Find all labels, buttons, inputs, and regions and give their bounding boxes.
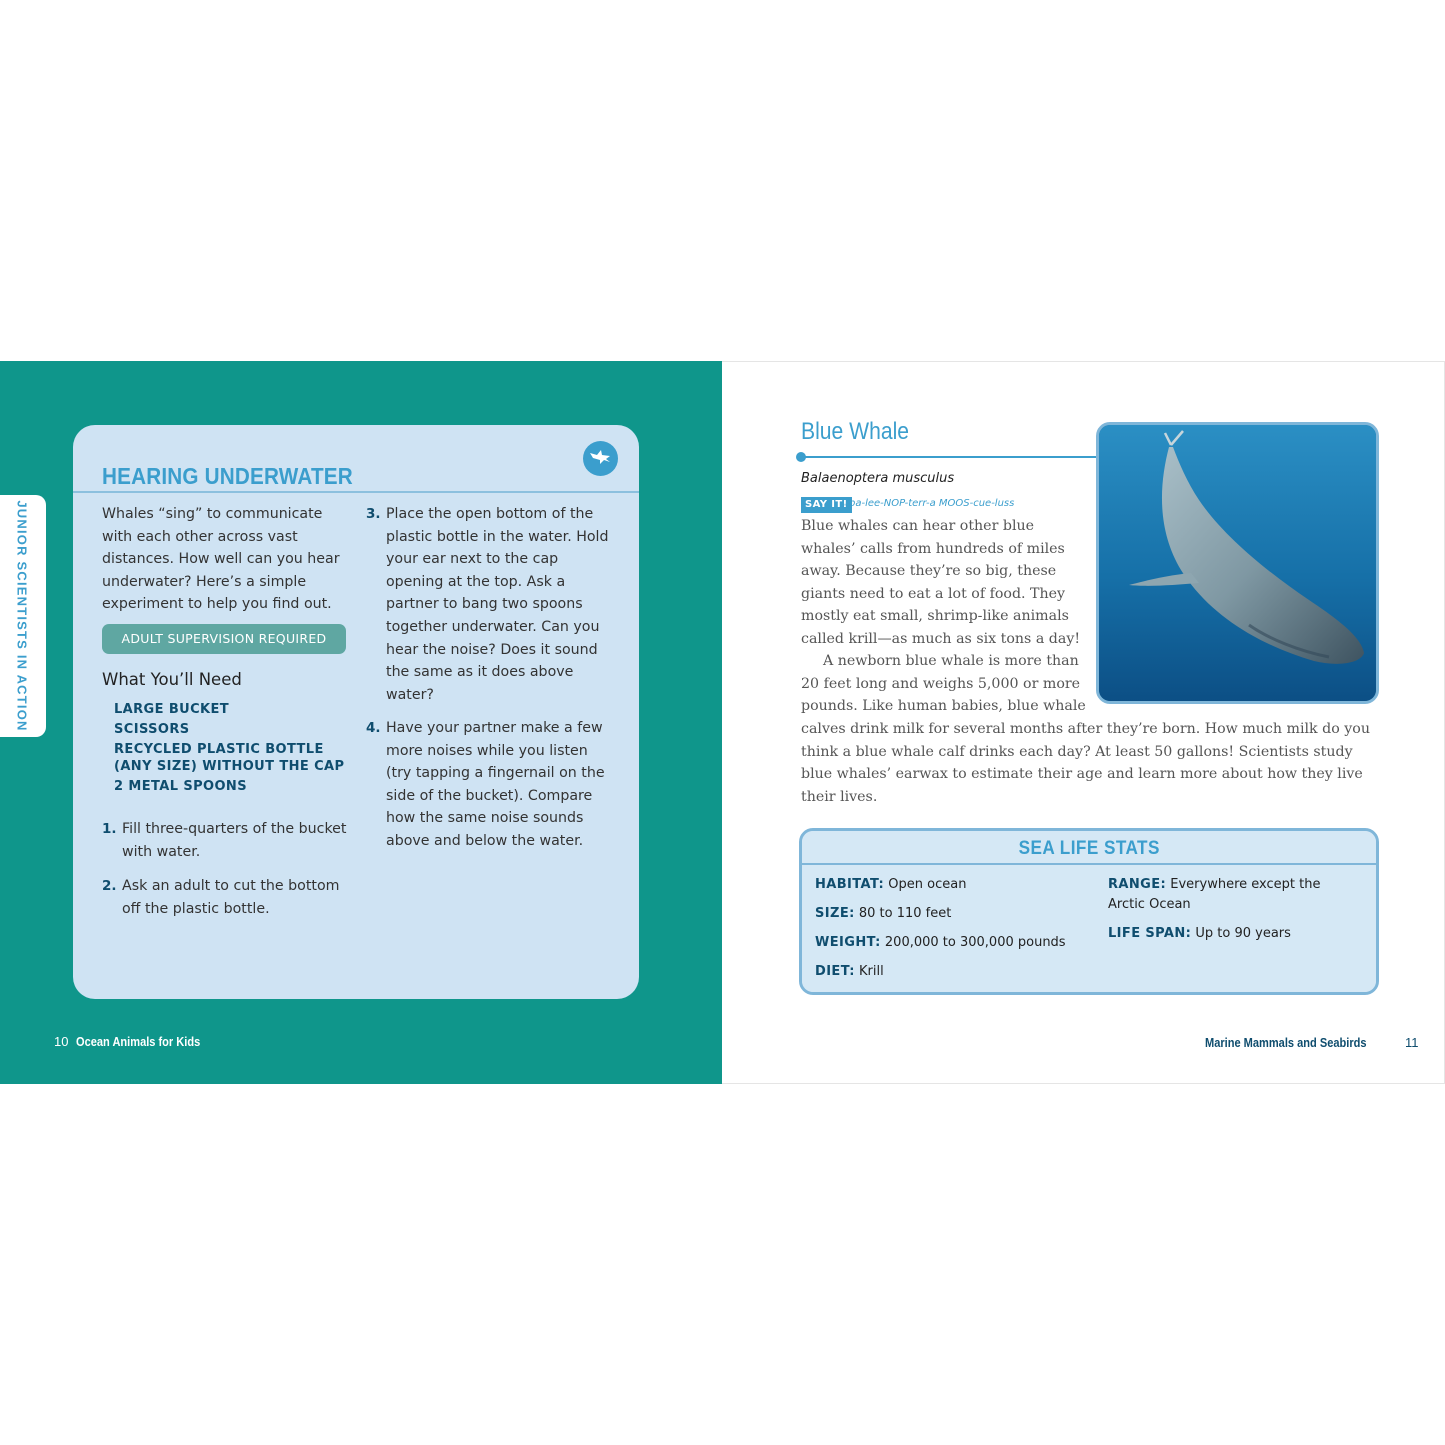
supply-item: SCISSORS <box>114 722 190 737</box>
body-paragraph-1: Blue whales can hear other blue whales’ calls from hundreds of miles away. Because they’re so big, these giants need to eat a lot of food. They mostly eat small, shrimp-like animals called krill—as much as six tons a day! <box>801 518 1081 647</box>
body-paragraph-2-start: A newborn blue whale is more than 20 feet long and weighs 5,000 or more pounds. Like human babies, blue whale <box>801 653 1086 715</box>
stats-heading: SEA LIFE STATS <box>1018 837 1160 859</box>
title-rule <box>801 456 1099 458</box>
activity-intro: Whales “sing” to communicate with each other across vast distances. How well can you hear underwater? Here’s a simple experiment to help you find out. <box>102 506 340 613</box>
step-text: Have your partner make a few more noises while you listen (try tapping a fingernail on the side of the bucket). Compare how the same noise sounds above and below the water. <box>386 720 605 849</box>
stat-value: Everywhere except the Arctic Ocean <box>1108 877 1321 912</box>
step-number: 4. <box>366 720 381 736</box>
supply-item: RECYCLED PLASTIC BOTTLE (ANY SIZE) WITHOUT THE CAP <box>114 742 345 774</box>
supplies-list <box>114 702 354 799</box>
say-it-label: SAY IT! <box>801 497 852 513</box>
adult-supervision-badge: ADULT SUPERVISION REQUIRED <box>102 624 346 654</box>
book-spread <box>0 361 1445 1084</box>
right-page <box>722 361 1445 1084</box>
step-number: 1. <box>102 821 117 837</box>
left-page <box>0 361 722 1084</box>
species-title: Blue Whale <box>801 418 910 445</box>
stat-diet <box>815 962 884 982</box>
stat-value: Up to 90 years <box>1195 926 1291 941</box>
section-title: Marine Mammals and Seabirds <box>1205 1035 1367 1050</box>
card-divider <box>73 491 639 493</box>
page-number: 11 <box>1405 1035 1419 1050</box>
supply-item: LARGE BUCKET <box>114 702 230 717</box>
step-text: Fill three-quarters of the bucket with water. <box>122 821 347 860</box>
supply-item: 2 METAL SPOONS <box>114 778 247 794</box>
sea-life-stats-box <box>799 828 1379 995</box>
section-side-tab <box>0 495 46 737</box>
stats-heading-bar <box>802 831 1376 865</box>
stat-label: DIET: <box>815 964 855 979</box>
stats-body <box>802 867 1376 992</box>
step-text: Ask an adult to cut the bottom off the plastic bottle. <box>122 878 340 917</box>
activity-card <box>73 425 639 999</box>
book-title: Ocean Animals for Kids <box>76 1034 201 1049</box>
page-number: 10 <box>54 1034 69 1049</box>
stat-habitat <box>815 875 966 895</box>
stat-size <box>815 904 951 924</box>
stat-life-span <box>1108 924 1291 944</box>
blue-whale-photo <box>1096 422 1379 704</box>
right-folio <box>1205 1035 1419 1050</box>
stat-label: HABITAT: <box>815 877 885 892</box>
stat-label: RANGE: <box>1108 877 1167 892</box>
stat-label: SIZE: <box>815 906 855 921</box>
activity-title: HEARING UNDERWATER <box>102 463 353 489</box>
stat-value: 200,000 to 300,000 pounds <box>884 935 1066 950</box>
stat-value: 80 to 110 feet <box>858 906 952 921</box>
step-number: 2. <box>102 878 117 894</box>
step-text: Place the open bottom of the plastic bottle in the water. Hold your ear next to the cap opening at the top. Ask a partner to bang two spoons together underwater. Can you hear the noise? Does it sound the same as it does above water? <box>386 506 609 703</box>
shark-icon <box>583 441 618 476</box>
stat-value: Krill <box>859 964 884 979</box>
stat-range <box>1108 875 1358 915</box>
body-paragraph-2-end: calves drink milk for several months after they’re born. How much milk do you think a blue whale calf drinks each day? At least 50 gallons! Scientists study blue whales’ earwax to estimate their age and learn more about how they live their lives. <box>801 721 1370 805</box>
step-number: 3. <box>366 506 381 522</box>
what-you-need-heading: What You’ll Need <box>102 670 242 689</box>
scientific-name: Balaenoptera musculus <box>801 471 955 486</box>
title-dot <box>796 452 806 462</box>
pronunciation: ba-lee-NOP-terr-a MOOS-cue-luss <box>849 498 1015 509</box>
stat-weight <box>815 933 1066 953</box>
section-side-tab-label: JUNIOR SCIENTISTS IN ACTION <box>14 500 30 732</box>
stat-value: Open ocean <box>888 877 967 892</box>
stat-label: LIFE SPAN: <box>1108 926 1192 941</box>
stat-label: WEIGHT: <box>815 935 881 950</box>
left-folio <box>54 1034 223 1049</box>
